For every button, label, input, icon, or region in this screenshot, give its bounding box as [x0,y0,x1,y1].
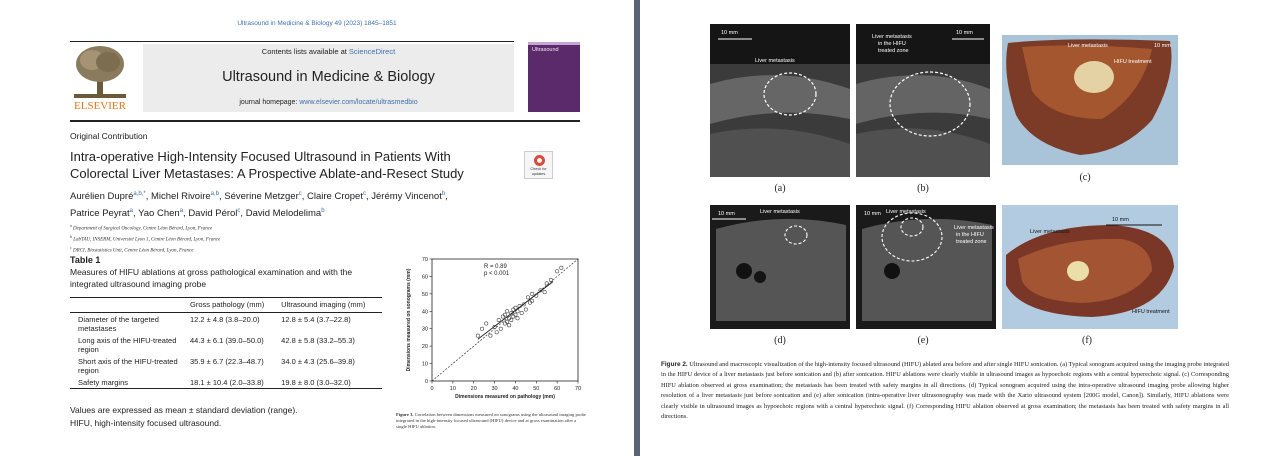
panel-d-caption: (d) [774,335,786,346]
table-row: Short axis of the HIFU-treated region 35.9 ± 6.7 (22.3–48.7) 34.0 ± 4.3 (25.6–39.8) [78,356,355,375]
author[interactable]: Patrice Peyrat$^a$ [70,208,134,220]
journal-title: Ultrasound in Medicine & Biology [222,69,435,85]
data-point [555,270,558,273]
svg-text:treated zone: treated zone [878,48,909,54]
author-list: Aurélien Dupré$^{a,b,*}$, Michel Rivoire$^{a,b}$, Séverine Metzger$^c$, Claire Cropet$^c$, Jérémy Vincenot$^b$, Patrice Peyrat$^a$, Yao Chen$^a$, David Pérol$^c$, David Melodelima$^b$ [70,191,448,220]
y-tick-label: 50 [421,291,428,298]
y-axis-label: Dimensions measured on sonograms (mm) [406,268,412,372]
affiliation: $^c$ DRCI, Biostatistics Unit, Centre Léon Bérard, Lyon, France [70,245,194,254]
y-tick-label: 70 [421,257,428,263]
data-point [505,310,508,313]
publisher-name: ELSEVIER [74,100,126,112]
elsevier-logo [70,44,130,112]
table-row: Diameter of the targeted metastases 12.2 ± 4.8 (3.8–20.0) 12.8 ± 5.4 (3.7–22.8) [78,314,351,333]
scale-label: 10 mm [1112,217,1129,223]
panel-e-zone-label: Liver metastasis [954,225,994,231]
panel-e-meta-label: Liver metastasis [886,209,926,215]
svg-text:in the HIFU: in the HIFU [878,41,906,47]
data-point [526,296,529,299]
data-point [497,318,500,321]
sciencedirect-link[interactable]: ScienceDirect [348,47,396,56]
masthead-rule [70,120,580,122]
correlation-scatter-chart [396,253,586,408]
journal-reference[interactable]: Ultrasound in Medicine & Biology 49 (2023) 1845–1851 [237,20,397,27]
figure-panel-f [1002,205,1178,329]
y-tick-label: 60 [421,274,428,281]
x-tick-label: 10 [449,386,456,392]
data-point [524,308,527,311]
x-tick-label: 30 [491,386,498,392]
table-header-row [70,298,382,313]
x-tick-label: 60 [554,386,561,392]
x-axis-label: Dimensions measured on pathology (mm) [455,394,555,400]
scale-label: 10 mm [956,30,973,36]
stat-annotation: R = 0.89 [484,264,507,270]
journal-homepage: journal homepage: www.elsevier.com/locate/ultrasmedbio [239,99,418,106]
figure-2-caption: Figure 2. Ultrasound and macroscopic visualization of the high-intensity focused ultrasound (HIFU) ablated area before and after single HIFU sonication. (a) Typical sonogram acquired using the imaging probe integrated in the HIFU device of a liver metastasis just before sonication and (b) after sonication. HIFU ablations were clearly visible in ultrasound images as hypoechoic regions with a central hyperechoic signal. (c) Corresponding HIFU ablation observed at gross examination; the metastasis has been treated with safety margins in all directions. (d) Typical sonogram acquired using the intra-operative ultrasound imaging probe allowing higher resolution of a liver metastasis just before sonication and (e) after sonication (intra-operative liver ultrasonography was made with the Xario ultrasound system [200G model, Canon]). Similarly, HIFU ablations were clearly visible in ultrasound images as hypoechoic regions with a central hyperechoic signal. (f) Corresponding HIFU ablation observed at gross examination; the metastasis has been treated with safety margins in all directions. [661,361,1229,421]
article-title: Intra-operative High-Intensity Focused Ultrasound in Patients With Colorectal Liver Metastases: A Prospective Ablate-and-Resect Study [70,149,464,181]
article-type: Original Contribution [70,131,148,141]
scale-label: 10 mm [864,211,881,217]
table-footnote: HIFU, high-intensity focused ultrasound. [70,418,222,428]
author[interactable]: Yao Chen$^a$ [138,208,184,220]
data-point [543,290,546,293]
data-point [520,311,523,314]
panel-b-label: Liver metastasis [872,34,912,40]
svg-text:in the HIFU: in the HIFU [956,232,984,238]
x-tick-label: 40 [512,386,519,392]
author[interactable]: Michel Rivoire$^{a,b}$ [151,191,219,203]
y-tick-label: 30 [421,326,428,333]
left-page [0,0,634,456]
cover-title: Ultrasound [532,47,559,53]
table-caption: Measures of HIFU ablations at gross pathological examination and with the integrated ultrasound imaging probe [70,267,353,289]
affiliations [70,222,510,255]
scale-label: 10 mm [718,211,735,217]
homepage-link[interactable]: www.elsevier.com/locate/ultrasmedbio [299,99,418,106]
data-point [480,327,483,330]
panel-d-label: Liver metastasis [760,209,800,215]
affiliation: $^b$ LabTAU, INSERM, Université Lyon 1, Centre Léon Bérard, Lyon, France [70,234,221,243]
affiliation: $^a$ Department of Surgical Oncology, Centre Léon Bérard, Lyon, France [70,223,213,232]
data-point [507,324,510,327]
panel-a-label: Liver metastasis [755,58,795,64]
data-point [489,334,492,337]
figure-panel-a [710,24,850,177]
author[interactable]: David Pérol$^c$ [188,208,241,220]
table-label: Table 1 [70,255,101,265]
data-point [485,322,488,325]
panel-f-caption: (f) [1082,335,1092,346]
figure-3-caption: Figure 3. Correlation between dimensions measured on sonograms using the ultrasound imaging probe integrated in the high-intensity focused ultrasound (HIFU) device and at gross examination after a single HIFU ablation. [396,412,586,429]
table-row: Safety margins 18.1 ± 10.4 (2.0–33.8) 19.8 ± 8.0 (3.0–32.0) [70,376,382,389]
figure-panel-d [710,205,850,329]
figure-panel-c [1002,35,1178,165]
panel-c-meta-label: Liver metastasis [1068,43,1108,49]
panel-c-hifu-label: HIFU treatment [1114,59,1152,65]
check-for-updates-badge[interactable]: Check for updates [524,151,553,179]
journal-cover [528,42,580,112]
panel-f-hifu-label: HIFU treatment [1132,309,1170,315]
y-tick-label: 10 [421,361,428,368]
identity-line [432,259,578,381]
check-updates-icon [534,155,545,166]
svg-text:treated zone: treated zone [956,239,987,245]
y-tick-label: 40 [421,309,428,316]
data-point [560,266,563,269]
table-footnote: Values are expressed as mean ± standard deviation (range). [70,405,298,415]
data-point [516,310,519,313]
data-point [495,331,498,334]
panel-b-caption: (b) [917,183,929,194]
figure-panel-e [856,205,996,329]
data-point [499,327,502,330]
data-point [549,278,552,281]
contents-line: Contents lists available at ScienceDirect [261,47,396,56]
author[interactable]: David Melodelima$^b$ [245,208,325,220]
column-header: Gross pathology (mm) [188,298,279,313]
x-tick-label: 20 [470,386,477,392]
x-tick-label: 50 [533,386,540,392]
y-tick-label: 0 [424,379,428,385]
stat-annotation: p < 0.001 [484,271,510,277]
author[interactable]: Aurélien Dupré$^{a,b,*}$ [70,191,146,203]
data-point [516,317,519,320]
data-point [545,282,548,285]
panel-e-caption: (e) [917,335,929,346]
author[interactable]: Jérémy Vincenot$^b$ [371,191,446,203]
author[interactable]: Claire Cropet$^c$ [307,191,366,203]
x-tick-label: 0 [430,386,434,392]
scale-label: 10 mm [721,30,738,36]
data-point [476,334,479,337]
panel-c-caption: (c) [1079,172,1091,183]
regression-line [478,282,553,340]
scale-label: 10 mm [1154,43,1171,49]
author[interactable]: Séverine Metzger$^c$ [224,191,302,203]
x-tick-label: 70 [574,386,582,392]
panel-a-caption: (a) [774,183,786,194]
column-header: Ultrasound imaging (mm) [279,298,382,313]
data-point [530,292,533,295]
hifu-measurements-table [70,297,382,389]
panel-f-meta-label: Liver metastasis [1030,229,1070,235]
table-row: Long axis of the HIFU-treated region 44.3 ± 6.1 (39.0–50.0) 42.8 ± 5.8 (33.2–55.3) [78,335,355,354]
top-rule [70,41,514,42]
y-tick-label: 20 [421,344,428,351]
figure-panel-b [856,24,990,177]
journal-masthead [143,44,514,112]
